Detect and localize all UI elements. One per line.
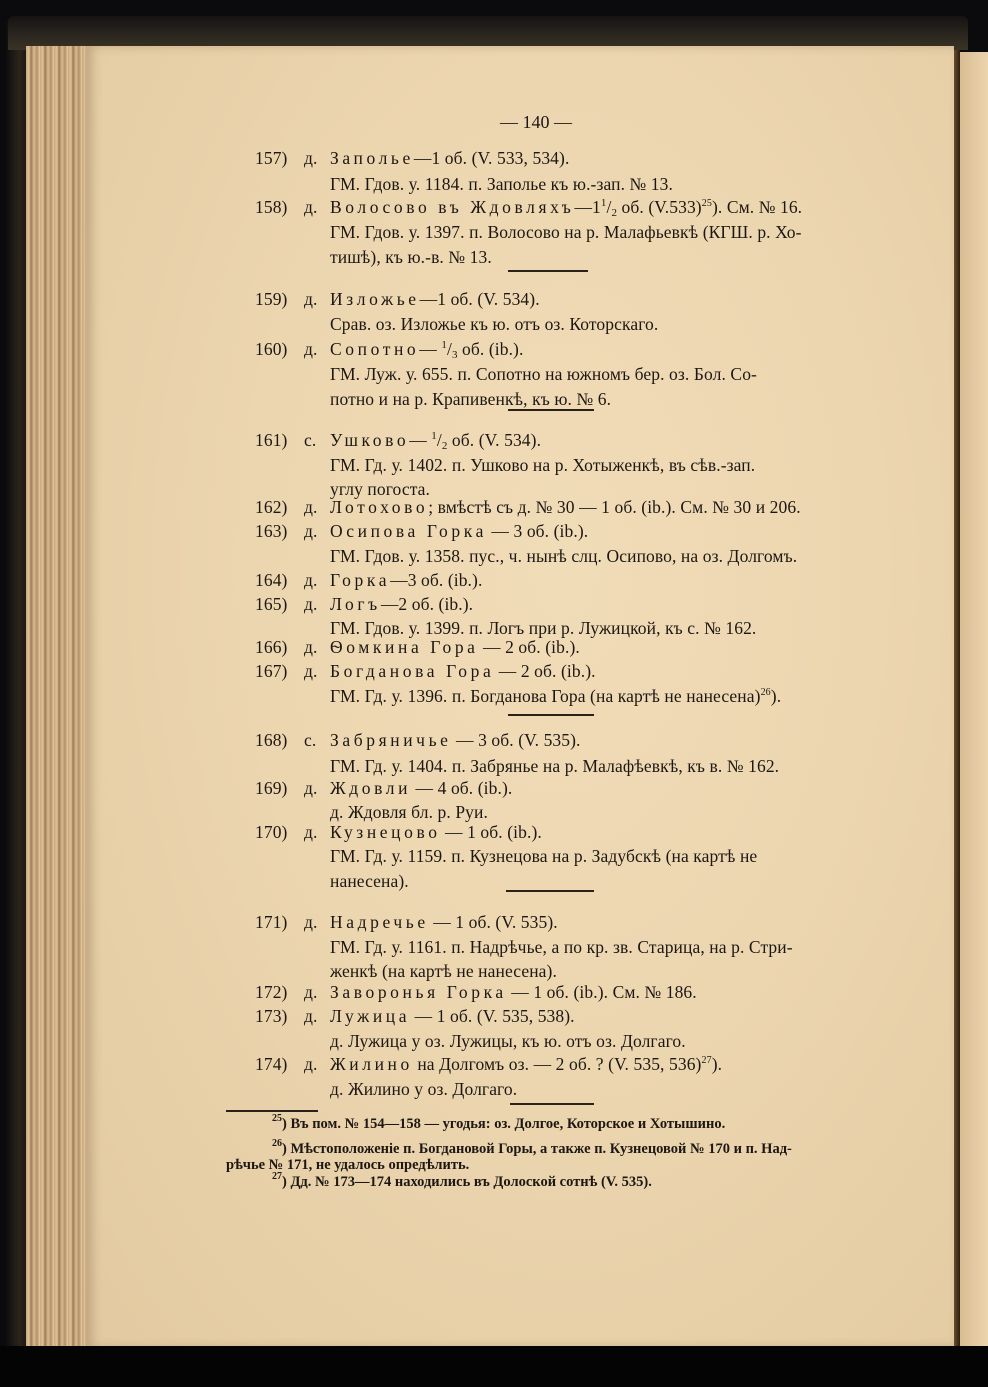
section-divider	[506, 890, 594, 892]
settlement-type: д.	[304, 570, 318, 590]
page-number: — 140 —	[500, 112, 572, 132]
entry-number: 159)	[255, 289, 288, 309]
entry-number: 173)	[255, 1006, 288, 1026]
entry-detail: — 1 об. (ib.).	[440, 822, 542, 842]
entry-heading	[330, 1054, 722, 1075]
entry-detail: —	[419, 339, 442, 359]
entry-detail: об. (ib.).	[457, 339, 524, 359]
entry-note-line: тишѣ), къ ю.-в. № 13.	[330, 247, 492, 267]
settlement-type: д.	[304, 822, 318, 842]
entry-detail: —1 об. (V. 534).	[419, 289, 540, 309]
settlement-name: Изложье	[330, 289, 420, 309]
settlement-name: Сопотно	[330, 339, 420, 359]
entry-number: 158)	[255, 197, 288, 217]
entry-number: 172)	[255, 982, 288, 1002]
footnote-text: ) Мѣстоположеніе п. Богдановой Горы, а также п. Кузнецовой № 170 и п. Над-	[282, 1141, 792, 1157]
entry-number: 160)	[255, 339, 288, 359]
entry-number: 170)	[255, 822, 288, 842]
book-cover-top	[8, 16, 968, 50]
entry-number: 169)	[255, 778, 288, 798]
book-cover-left	[6, 22, 28, 1352]
entry-note-line: д. Ждовля бл. р. Руи.	[330, 802, 488, 822]
entry-number: 161)	[255, 430, 288, 450]
entry-heading	[330, 521, 588, 542]
settlement-name: Ждовли	[330, 778, 412, 798]
entry-detail: — 2 об. (ib.).	[494, 661, 596, 681]
settlement-name: Лотохово	[330, 497, 429, 517]
entry-note-line: потно и на р. Крапивенкѣ, къ ю. № 6.	[330, 389, 612, 409]
entry-note-line: ГМ. Луж. у. 655. п. Сопотно на южномъ бер. оз. Бол. Со-	[330, 364, 757, 384]
entry-number: 164)	[255, 570, 288, 590]
entry-detail: — 4 об. (ib.).	[411, 778, 513, 798]
entry-note-line: ГМ. Гд. у. 1396. п. Богданова Гора (на картѣ не нанесена)$^{26}$).	[330, 686, 782, 706]
settlement-type: с.	[304, 730, 317, 750]
settlement-type: д.	[304, 1054, 318, 1074]
settlement-type: д.	[304, 778, 318, 798]
settlement-type: с.	[304, 430, 317, 450]
entry-heading	[330, 289, 540, 310]
settlement-type: д.	[304, 197, 318, 217]
fraction-denominator: 2	[441, 440, 448, 452]
entry-heading	[330, 430, 541, 452]
entry-detail: ). См. № 16.	[711, 197, 803, 217]
section-divider	[508, 270, 588, 272]
settlement-type: д.	[304, 594, 318, 614]
entry-note-line: ГМ. Гдов. у. 1397. п. Волосово на р. Малафьевкѣ (КГШ. р. Хо-	[330, 222, 802, 242]
entry-number: 166)	[255, 637, 288, 657]
entry-detail: — 3 об. (V. 535).	[451, 730, 581, 750]
settlement-type: д.	[304, 497, 318, 517]
entry-note-line: ГМ. Гд. у. 1402. п. Ушково на р. Хотыженкѣ, въ сѣв.-зап.	[330, 455, 756, 475]
settlement-name: Ушково	[330, 430, 410, 450]
settlement-name: Ѳомкина Гора	[330, 637, 479, 657]
section-divider	[508, 409, 594, 411]
fraction-denominator: 3	[451, 349, 458, 361]
entry-note-line: ГМ. Гдов. у. 1184. п. Заполье къ ю.-зап. № 13.	[330, 174, 673, 194]
footnote-text: ) Дд. № 173—174 находились въ Долоской сотнѣ (V. 535).	[282, 1174, 652, 1190]
footnote-text: ) Въ пом. № 154—158 — угодья: оз. Долгое, Которское и Хотышино.	[282, 1116, 726, 1132]
entry-heading	[330, 637, 580, 658]
entry-heading	[330, 570, 482, 591]
section-divider	[226, 1110, 318, 1112]
settlement-type: д.	[304, 289, 318, 309]
entry-heading	[330, 778, 512, 799]
fraction-numerator: 1	[441, 339, 447, 351]
settlement-name: Заворонья Горка	[330, 982, 507, 1002]
entry-heading	[330, 148, 569, 169]
footnote	[272, 1113, 725, 1133]
entry-note-line: ГМ. Гд. у. 1159. п. Кузнецова на р. Задубскѣ (на картѣ не	[330, 846, 758, 866]
footnote-ref[interactable]: 27	[701, 1055, 712, 1066]
entry-note-line: Срав. оз. Изложье къ ю. отъ оз. Которскаго.	[330, 314, 659, 334]
entry-detail: — 1 об. (V. 535, 538).	[410, 1006, 575, 1026]
entry-detail: на Долгомъ оз. — 2 об. ? (V. 535, 536)	[412, 1054, 702, 1074]
settlement-type: д.	[304, 1006, 318, 1026]
settlement-name: Логъ	[330, 594, 381, 614]
entry-number: 165)	[255, 594, 288, 614]
settlement-name: Горка	[330, 570, 391, 590]
entry-number: 171)	[255, 912, 288, 932]
fraction-slash: /	[606, 197, 612, 217]
entry-detail: — 2 об. (ib.).	[478, 637, 580, 657]
entry-number: 163)	[255, 521, 288, 541]
entry-heading	[330, 661, 596, 682]
entry-note-line: нанесена).	[330, 871, 409, 891]
footnote-mark: 27	[272, 1171, 282, 1182]
settlement-name: Богданова Гора	[330, 661, 495, 681]
entry-detail: об. (V. 534).	[447, 430, 542, 450]
settlement-type: д.	[304, 521, 318, 541]
footnote	[272, 1171, 652, 1191]
settlement-name: Надречье	[330, 912, 429, 932]
entry-detail: —2 об. (ib.).	[380, 594, 474, 614]
entry-heading	[330, 339, 523, 361]
entry-detail: ).	[711, 1054, 723, 1074]
entry-heading	[330, 197, 802, 219]
footnote-continuation: рѣчье № 171, не удалось опредѣлить.	[226, 1157, 470, 1173]
footnote	[272, 1138, 792, 1158]
settlement-type: д.	[304, 661, 318, 681]
settlement-type: д.	[304, 912, 318, 932]
page-edges	[26, 46, 88, 1348]
entry-note-line: женкѣ (на картѣ не нанесена).	[330, 961, 557, 981]
entry-detail: —1 об. (V. 533, 534).	[413, 148, 570, 168]
footnote-mark: 26	[272, 1138, 282, 1149]
entry-heading	[330, 1006, 575, 1027]
settlement-type: д.	[304, 637, 318, 657]
book-cover-bottom	[0, 1346, 988, 1387]
settlement-name: Кузнецово	[330, 822, 441, 842]
entry-detail: —1	[574, 197, 601, 217]
settlement-name: Волосово въ Ждовляхъ	[330, 197, 575, 217]
entry-heading	[330, 730, 581, 751]
entry-note-line: д. Лужица у оз. Лужицы, къ ю. отъ оз. Долгаго.	[330, 1031, 686, 1051]
entry-note-line: ГМ. Гд. у. 1404. п. Забрянье на р. Малафѣевкѣ, къ в. № 162.	[330, 756, 780, 776]
entry-detail: —3 об. (ib.).	[390, 570, 483, 590]
settlement-name: Осипова Горка	[330, 521, 487, 541]
entry-heading	[330, 594, 473, 615]
entry-detail: — 1 об. (V. 535).	[428, 912, 558, 932]
settlement-name: Жилино	[330, 1054, 413, 1074]
entry-heading	[330, 822, 542, 843]
entry-detail: ).	[770, 686, 782, 706]
entry-number: 174)	[255, 1054, 288, 1074]
entry-detail: — 1 об. (ib.). См. № 186.	[506, 982, 697, 1002]
footnote-ref[interactable]: 26	[760, 687, 771, 698]
entry-note-line: углу погоста.	[330, 479, 431, 499]
entry-detail: — 3 об. (ib.).	[486, 521, 589, 541]
fraction-slash: /	[436, 430, 442, 450]
entry-number: 157)	[255, 148, 288, 168]
fraction-numerator: 1	[431, 430, 437, 442]
entry-detail: —	[409, 430, 432, 450]
entry-detail: ; вмѣстѣ съ д. № 30 — 1 об. (ib.). См. № 30 и 206.	[428, 497, 801, 517]
footnote-mark: 25	[272, 1113, 282, 1124]
entry-heading	[330, 982, 697, 1003]
entry-note-line: д. Жилино у оз. Долгаго.	[330, 1079, 518, 1099]
entry-number: 162)	[255, 497, 288, 517]
fraction-numerator: 1	[600, 197, 607, 209]
entry-note-line: ГМ. Гдов. у. 1358. пус., ч. нынѣ слц. Осипово, на оз. Долгомъ.	[330, 546, 798, 566]
settlement-type: д.	[304, 982, 318, 1002]
fraction-slash: /	[446, 339, 452, 359]
settlement-type: д.	[304, 339, 318, 359]
settlement-name: Заполье	[330, 148, 414, 168]
fraction-denominator: 2	[611, 207, 618, 219]
section-divider	[508, 714, 594, 716]
entry-number: 167)	[255, 661, 288, 681]
entry-heading	[330, 497, 801, 518]
settlement-name: Забряничье	[330, 730, 452, 750]
footnote-ref[interactable]: 25	[701, 198, 712, 209]
facing-page-edge	[960, 52, 988, 1347]
entry-detail: об. (V.533)	[617, 197, 702, 217]
settlement-name: Лужица	[330, 1006, 411, 1026]
section-divider	[510, 1103, 594, 1105]
entry-note-line: ГМ. Гдов. у. 1399. п. Логъ при р. Лужицкой, къ с. № 162.	[330, 618, 757, 638]
entry-note-line: ГМ. Гд. у. 1161. п. Надрѣчье, а по кр. зв. Старица, на р. Стри-	[330, 937, 793, 957]
entry-number: 168)	[255, 730, 288, 750]
settlement-type: д.	[304, 148, 318, 168]
entry-heading	[330, 912, 558, 933]
